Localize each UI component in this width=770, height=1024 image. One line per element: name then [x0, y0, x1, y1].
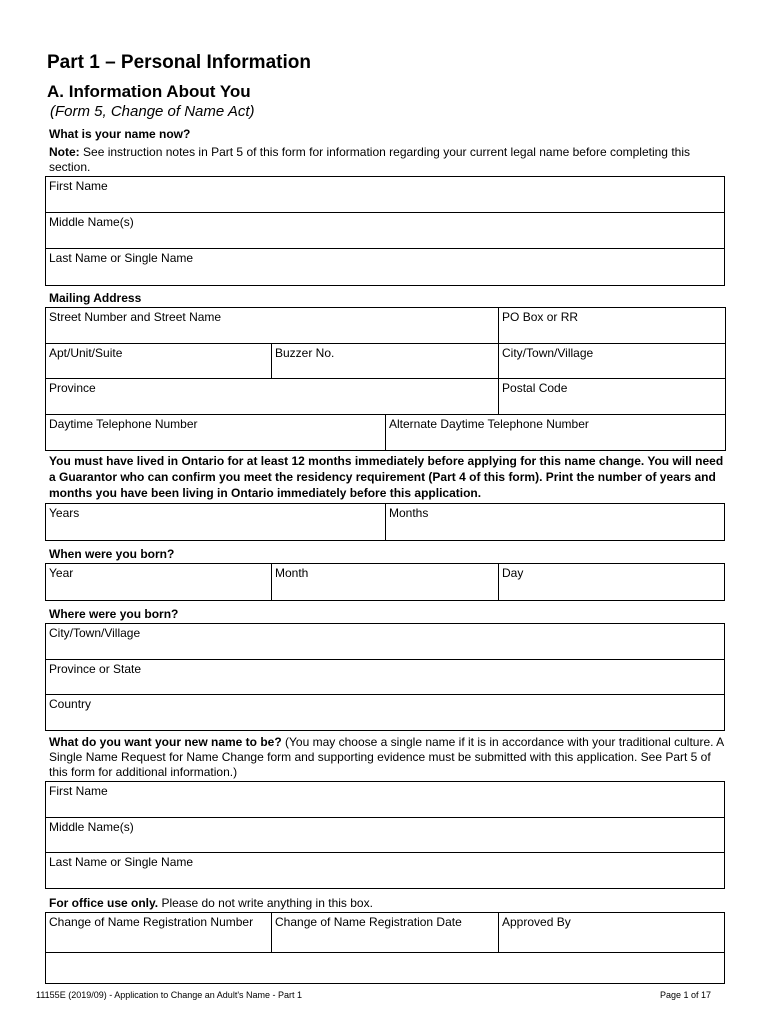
- section-title: A. Information About You: [47, 82, 251, 101]
- current-name-note: [49, 145, 729, 175]
- birth-country-field[interactable]: Country: [46, 695, 725, 731]
- months-field[interactable]: Months: [386, 504, 725, 541]
- birth-date-table: [45, 563, 725, 601]
- street-field[interactable]: Street Number and Street Name: [46, 308, 499, 344]
- registration-number-cell: Change of Name Registration Number: [46, 913, 272, 953]
- new-last-name-field[interactable]: Last Name or Single Name: [46, 853, 725, 889]
- buzzer-field[interactable]: Buzzer No.: [272, 344, 499, 379]
- approved-by-cell: Approved By: [499, 913, 725, 953]
- residency-table: [45, 503, 725, 541]
- office-use-table: [45, 912, 725, 984]
- form-reference: (Form 5, Change of Name Act): [50, 103, 255, 120]
- birth-place-question: Where were you born?: [49, 607, 179, 621]
- birth-month-field[interactable]: Month: [272, 564, 499, 601]
- note-text: See instruction notes in Part 5 of this form for information regarding your current legal name before completing this section.: [49, 145, 690, 174]
- postal-code-field[interactable]: Postal Code: [499, 379, 726, 415]
- footer-page-number: Page 1 of 17: [660, 990, 712, 1000]
- birth-place-table: [45, 623, 725, 731]
- alternate-phone-field[interactable]: Alternate Daytime Telephone Number: [386, 415, 726, 451]
- new-name-table: [45, 781, 725, 889]
- part-title: Part 1 – Personal Information: [47, 52, 311, 73]
- apt-field[interactable]: Apt/Unit/Suite: [46, 344, 272, 379]
- birth-date-question: When were you born?: [49, 547, 175, 561]
- residency-text: You must have lived in Ontario for at least 12 months immediately before applying for this name change. You will need a Guarantor who can confirm you meet the residency requirement (Part 4 of this form). Print the number of years and months you have been living in Ontario immediately before this application.: [49, 454, 724, 500]
- office-use-note: [49, 896, 373, 910]
- registration-date-cell: Change of Name Registration Date: [272, 913, 499, 953]
- new-name-instructions: [49, 735, 729, 780]
- birth-year-field[interactable]: Year: [46, 564, 272, 601]
- current-middle-name-field[interactable]: Middle Name(s): [46, 213, 725, 249]
- years-field[interactable]: Years: [46, 504, 386, 541]
- office-use-label: For office use only.: [49, 896, 159, 910]
- current-first-name-field[interactable]: First Name: [46, 177, 725, 213]
- daytime-phone-field[interactable]: Daytime Telephone Number: [46, 415, 386, 451]
- new-middle-name-field[interactable]: Middle Name(s): [46, 818, 725, 853]
- note-label: Note:: [49, 145, 80, 159]
- footer-form-id: 11155E (2019/09) - Application to Change an Adult's Name - Part 1: [36, 990, 303, 1000]
- po-box-field[interactable]: PO Box or RR: [499, 308, 726, 344]
- new-first-name-field[interactable]: First Name: [46, 782, 725, 818]
- office-use-text: Please do not write anything in this box.: [158, 896, 373, 910]
- province-field[interactable]: Province: [46, 379, 499, 415]
- birth-city-field[interactable]: City/Town/Village: [46, 624, 725, 660]
- current-name-table: [45, 176, 725, 286]
- mailing-address-table: [45, 307, 726, 451]
- mailing-address-heading: Mailing Address: [49, 291, 142, 305]
- current-last-name-field[interactable]: Last Name or Single Name: [46, 249, 725, 286]
- office-use-blank-cell: [46, 953, 725, 984]
- new-name-explanation: (You may choose a single name if it is in accordance with your traditional culture. A Single Name Request for Name Change form and supporting evidence must be submitted with this application. See Part 5 of this form for additional information.): [49, 735, 724, 779]
- birth-day-field[interactable]: Day: [499, 564, 725, 601]
- current-name-question: What is your name now?: [49, 127, 191, 141]
- city-field[interactable]: City/Town/Village: [499, 344, 726, 379]
- new-name-question: What do you want your new name to be?: [49, 735, 282, 749]
- birth-province-field[interactable]: Province or State: [46, 660, 725, 695]
